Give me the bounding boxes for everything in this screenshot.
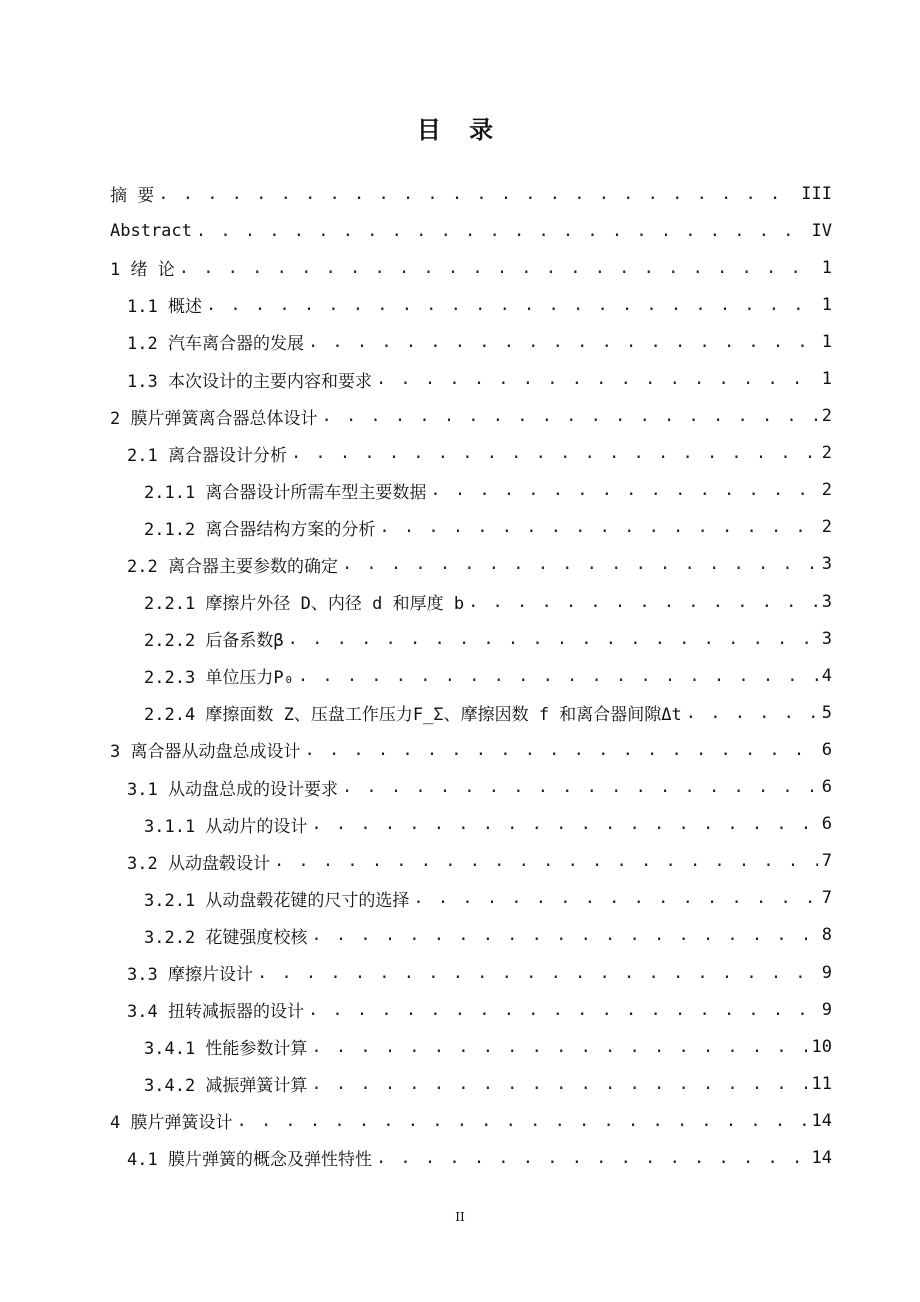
toc-entry-label: 3.4 扭转减振器的设计	[127, 1002, 304, 1023]
dot-leader	[308, 1000, 818, 1020]
toc-entry-label: Abstract	[110, 220, 192, 241]
toc-entry-page: 9	[821, 999, 832, 1020]
toc-entry-label: 1.3 本次设计的主要内容和要求	[127, 371, 372, 392]
dot-leader	[321, 406, 817, 426]
toc-entry-label: 3.3 摩擦片设计	[127, 965, 253, 986]
toc-entry-page: 2	[821, 517, 832, 538]
toc-entry-label: 2 膜片弹簧离合器总体设计	[110, 408, 318, 429]
toc-entry[interactable]	[110, 769, 832, 806]
toc-entry-page: 3	[821, 554, 832, 575]
toc-entry[interactable]	[110, 694, 832, 731]
toc-entry-page: 8	[821, 925, 832, 946]
toc-entry[interactable]	[110, 546, 832, 583]
toc-entry-label: 1 绪 论	[110, 260, 175, 281]
toc-entry-label: 2.2.1 摩擦片外径 D、内径 d 和厚度 b	[144, 594, 465, 615]
toc-entry[interactable]	[110, 583, 832, 620]
toc-entry-page: 14	[811, 1147, 832, 1168]
toc-entry-page: 10	[811, 1036, 832, 1057]
toc-entry[interactable]	[110, 398, 832, 435]
toc-entry-label: 1.2 汽车离合器的发展	[127, 334, 304, 355]
dot-leader	[288, 629, 818, 649]
toc-entry-label: 3.1 从动盘总成的设计要求	[127, 779, 338, 800]
dot-leader	[274, 851, 818, 871]
toc-entry-page: 6	[821, 814, 832, 835]
toc-entry-page: 5	[821, 702, 832, 723]
toc-entry[interactable]	[110, 1139, 832, 1176]
toc-entry[interactable]	[110, 954, 832, 991]
dot-leader	[430, 480, 817, 500]
dot-leader	[376, 1148, 808, 1168]
toc-entry-label: 2.1.1 离合器设计所需车型主要数据	[144, 482, 427, 503]
toc-entry[interactable]	[110, 175, 832, 212]
dot-leader	[468, 592, 818, 612]
toc-entry[interactable]	[110, 323, 832, 360]
toc-entry-page: 6	[821, 739, 832, 760]
toc-entry-page: 3	[821, 591, 832, 612]
toc-entry-label: 3.4.1 性能参数计算	[144, 1039, 308, 1060]
toc-entry-label: 2.1 离合器设计分析	[127, 445, 287, 466]
toc-entry-page: 2	[821, 480, 832, 501]
dot-leader	[376, 369, 818, 389]
toc-entry[interactable]	[110, 880, 832, 917]
dot-leader	[206, 295, 818, 315]
toc-entry[interactable]	[110, 1102, 832, 1139]
toc-entry-page: 11	[811, 1073, 832, 1094]
toc-entry[interactable]	[110, 657, 832, 694]
toc-entry-label: 1.1 概述	[127, 297, 202, 318]
dot-leader	[311, 925, 817, 945]
toc-entry-label: 3.4.2 减振弹簧计算	[144, 1076, 308, 1097]
toc-entry-label: 3 离合器从动盘总成设计	[110, 742, 301, 763]
toc-entry[interactable]	[110, 286, 832, 323]
toc-entry-label: 3.2.2 花键强度校核	[144, 927, 308, 948]
toc-entry[interactable]	[110, 1065, 832, 1102]
toc-entry-label: 摘 要	[110, 186, 155, 207]
toc-entry-page: IV	[811, 220, 832, 241]
page-title: 目 录	[416, 116, 504, 144]
toc-entry-label: 2.1.2 离合器结构方案的分析	[144, 519, 376, 540]
toc-entry[interactable]	[110, 509, 832, 546]
dot-leader	[236, 1111, 807, 1131]
toc-entry-page: 7	[821, 851, 832, 872]
toc-entry-page: 14	[811, 1110, 832, 1131]
toc-entry-label: 2.2.3 单位压力P₀	[144, 668, 294, 689]
toc-entry[interactable]	[110, 1028, 832, 1065]
toc-entry[interactable]	[110, 991, 832, 1028]
dot-leader	[342, 777, 818, 797]
toc-entry[interactable]	[110, 806, 832, 843]
toc-entry-page: 1	[821, 331, 832, 352]
toc-entry-page: 2	[821, 406, 832, 427]
dot-leader	[379, 517, 817, 537]
toc-entry-label: 4.1 膜片弹簧的概念及弹性特性	[127, 1150, 372, 1171]
toc-entry[interactable]	[110, 360, 832, 397]
toc-entry-label: 3.2.1 从动盘毂花键的尺寸的选择	[144, 890, 410, 911]
dot-leader	[311, 1074, 807, 1094]
page-number: II	[455, 1210, 465, 1224]
dot-leader	[196, 221, 808, 241]
toc-entry-page: 3	[821, 628, 832, 649]
table-of-contents	[110, 175, 832, 1177]
dot-leader	[311, 814, 817, 834]
dot-leader	[257, 963, 818, 983]
toc-entry-page: 1	[821, 257, 832, 278]
dot-leader	[298, 666, 818, 686]
toc-entry-label: 2.2.2 后备系数β	[144, 631, 284, 652]
dot-leader	[179, 258, 818, 278]
toc-entry-page: III	[801, 183, 832, 204]
toc-entry-page: 6	[821, 777, 832, 798]
toc-entry[interactable]	[110, 917, 832, 954]
toc-entry[interactable]	[110, 212, 832, 249]
dot-leader	[342, 554, 818, 574]
toc-entry-label: 4 膜片弹簧设计	[110, 1113, 233, 1134]
toc-entry-page: 4	[821, 665, 832, 686]
toc-entry[interactable]	[110, 620, 832, 657]
toc-entry-label: 3.2 从动盘毂设计	[127, 853, 270, 874]
dot-leader	[686, 703, 818, 723]
dot-leader	[308, 332, 818, 352]
toc-entry[interactable]	[110, 731, 832, 768]
toc-entry-page: 1	[821, 369, 832, 390]
dot-leader	[291, 443, 818, 463]
toc-entry[interactable]	[110, 435, 832, 472]
toc-entry[interactable]	[110, 472, 832, 509]
toc-entry-page: 7	[821, 888, 832, 909]
dot-leader	[413, 888, 817, 908]
dot-leader	[304, 740, 817, 760]
toc-entry-page: 2	[821, 443, 832, 464]
toc-entry-label: 3.1.1 从动片的设计	[144, 816, 308, 837]
dot-leader	[158, 184, 797, 204]
toc-entry[interactable]	[110, 249, 832, 286]
toc-entry-label: 2.2.4 摩擦面数 Z、压盘工作压力F_Σ、摩擦因数 f 和离合器间隙Δt	[144, 705, 682, 726]
toc-entry-label: 2.2 离合器主要参数的确定	[127, 556, 338, 577]
toc-entry[interactable]	[110, 843, 832, 880]
toc-entry-page: 1	[821, 294, 832, 315]
toc-entry-page: 9	[821, 962, 832, 983]
dot-leader	[311, 1037, 807, 1057]
